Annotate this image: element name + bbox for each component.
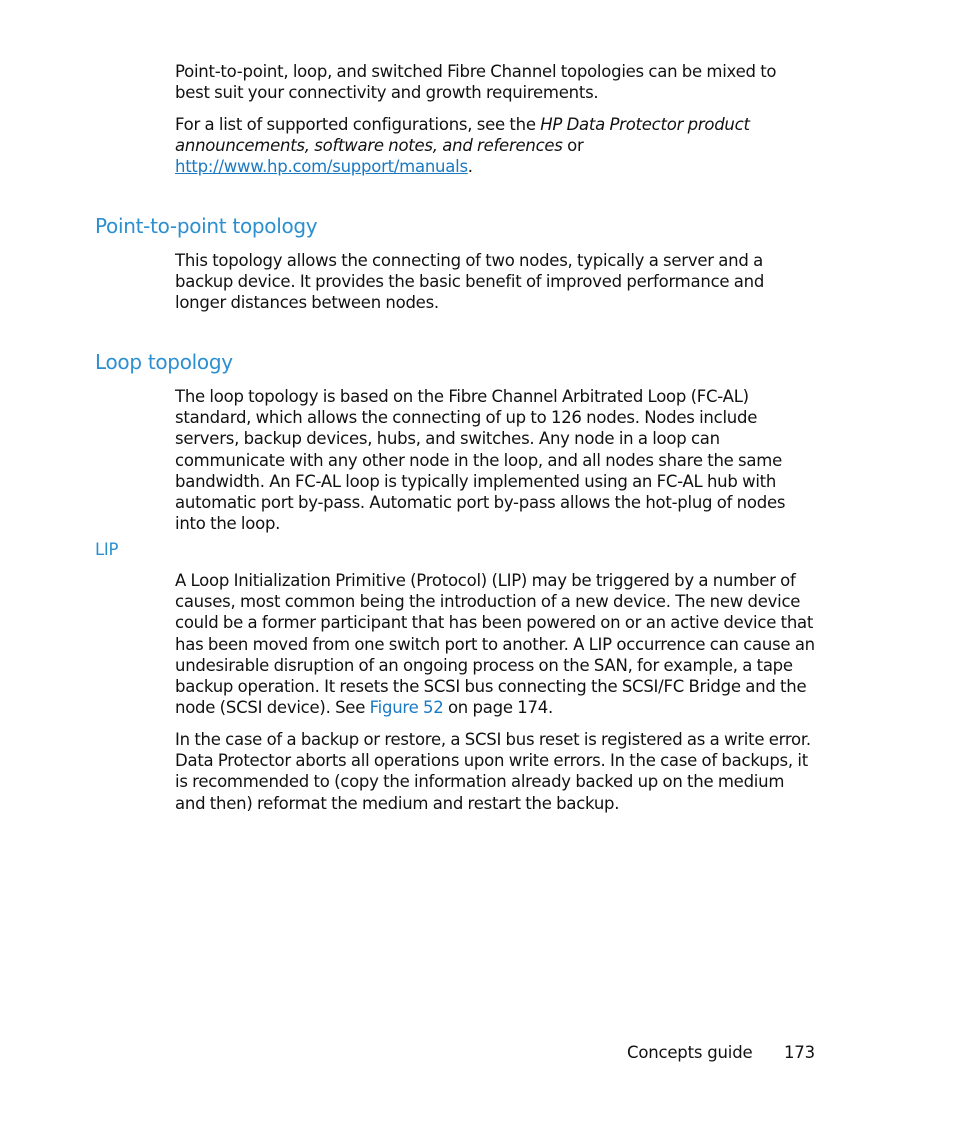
figure-52-link[interactable]: Figure 52	[369, 698, 444, 718]
heading-loop-topology: Loop topology	[95, 350, 233, 374]
footer-title: Concepts guide	[627, 1043, 753, 1062]
intro-p2-lead: For a list of supported configurations, see the	[175, 115, 541, 134]
loop-topology-paragraph: The loop topology is based on the Fibre Channel Arbitrated Loop (FC-AL) standard, which allows the connecting of up to 126 nodes. Nodes include servers, backup devices, hubs, and switches. Any node in a loop can communicate with any other node in the loop, and all nodes share the same bandwidth. An FC-AL loop is typically implemented using an FC-AL hub with automatic port by-pass. Automatic port by-pass allows the hot-plug of nodes into the loop.	[175, 387, 786, 534]
lip-p1-end: on page 174.	[443, 698, 553, 718]
intro-p2-end: .	[467, 157, 473, 177]
intro-paragraph-2	[175, 114, 815, 178]
point-to-point-paragraph: This topology allows the connecting of two nodes, typically a server and a backup device. It provides the basic benefit of improved performance and longer distances between nodes.	[175, 251, 765, 313]
intro-p2-mid: or	[562, 136, 584, 156]
lip-paragraph-2: In the case of a backup or restore, a SCSI bus reset is registered as a write error. Data Protector aborts all operations upon write errors. In the case of backups, it is recommended to (copy the information already backed up on the medium and then) reformat the medium and restart the backup.	[175, 730, 811, 813]
heading-point-to-point-topology: Point-to-point topology	[95, 214, 318, 238]
hp-support-manuals-link[interactable]: http://www.hp.com/support/manuals	[175, 157, 468, 177]
heading-lip: LIP	[95, 540, 119, 559]
intro-paragraph-1: Point-to-point, loop, and switched Fibre Channel topologies can be mixed to best suit your connectivity and growth requirements.	[175, 62, 777, 103]
lip-paragraph-1	[175, 570, 815, 718]
page-number: 173	[784, 1043, 815, 1062]
lip-p1-lead: A Loop Initialization Primitive (Protocol) (LIP) may be triggered by a number of causes, most common being the introduction of a new device. The new device could be a former participant that has been powered on or an active device that has been moved from one switch port to another. A LIP occurrence can cause an undesirable disruption of an ongoing process on the SAN, for example, a tape backup operation. It resets the SCSI bus connecting the SCSI/FC Bridge and the node (SCSI device). See	[175, 571, 815, 718]
intro-p2-doc-title: HP Data Protector product announcements, software notes, and references	[175, 115, 750, 156]
